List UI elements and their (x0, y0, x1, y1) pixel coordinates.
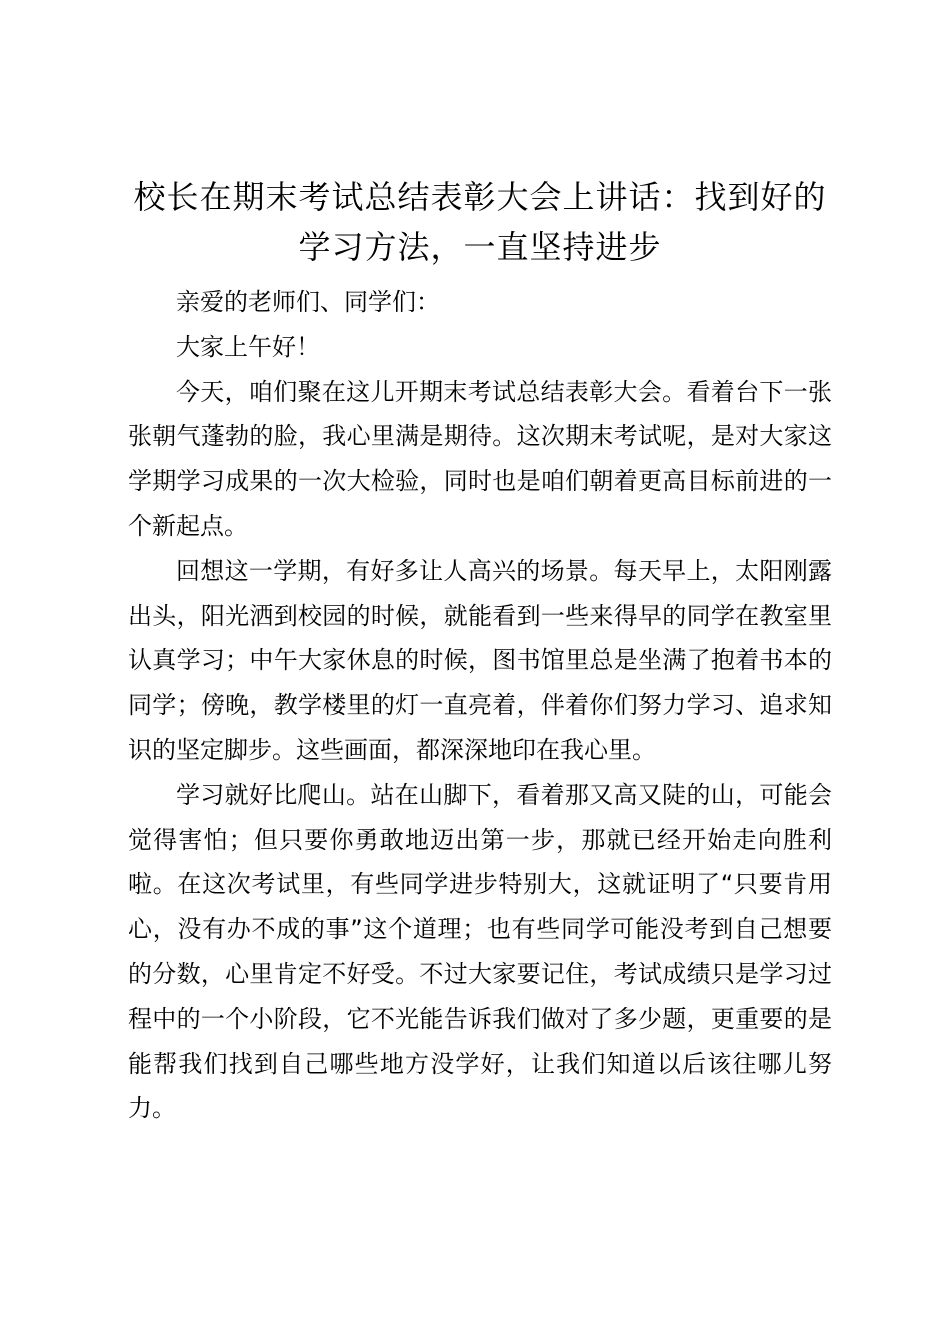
document-title: 校长在期末考试总结表彰大会上讲话：找到好的学习方法，一直坚持进步 (133, 178, 827, 266)
document-body (128, 280, 832, 1131)
greeting: 大家上午好！ (176, 332, 320, 361)
paragraph: 今天，咱们聚在这儿开期末考试总结表彰大会。看着台下一张张朝气蓬勃的脸，我心里满是期待。这次期末考试呢，是对大家这学期学习成果的一次大检验，同时也是咱们朝着更高目标前进的一个新起点。 (128, 377, 832, 540)
paragraph: 学习就好比爬山。站在山脚下，看着那又高又陡的山，可能会觉得害怕；但只要你勇敢地迈出第一步，那就已经开始走向胜利啦。在这次考试里，有些同学进步特别大，这就证明了“只要肯用心，没有办不成的事”这个道理；也有些同学可能没考到自己想要的分数，心里肯定不好受。不过大家要记住，考试成绩只是学习过程中的一个小阶段，它不光能告诉我们做对了多少题，更重要的是能帮我们找到自己哪些地方没学好，让我们知道以后该往哪儿努力。 (128, 780, 832, 1123)
paragraph: 回想这一学期，有好多让人高兴的场景。每天早上，太阳刚露出头，阳光洒到校园的时候，就能看到一些来得早的同学在教室里认真学习；中午大家休息的时候，图书馆里总是坐满了抱着书本的同学；傍晚，教学楼里的灯一直亮着，伴着你们努力学习、追求知识的坚定脚步。这些画面，都深深地印在我心里。 (128, 556, 832, 764)
salutation: 亲爱的老师们、同学们： (176, 288, 440, 316)
